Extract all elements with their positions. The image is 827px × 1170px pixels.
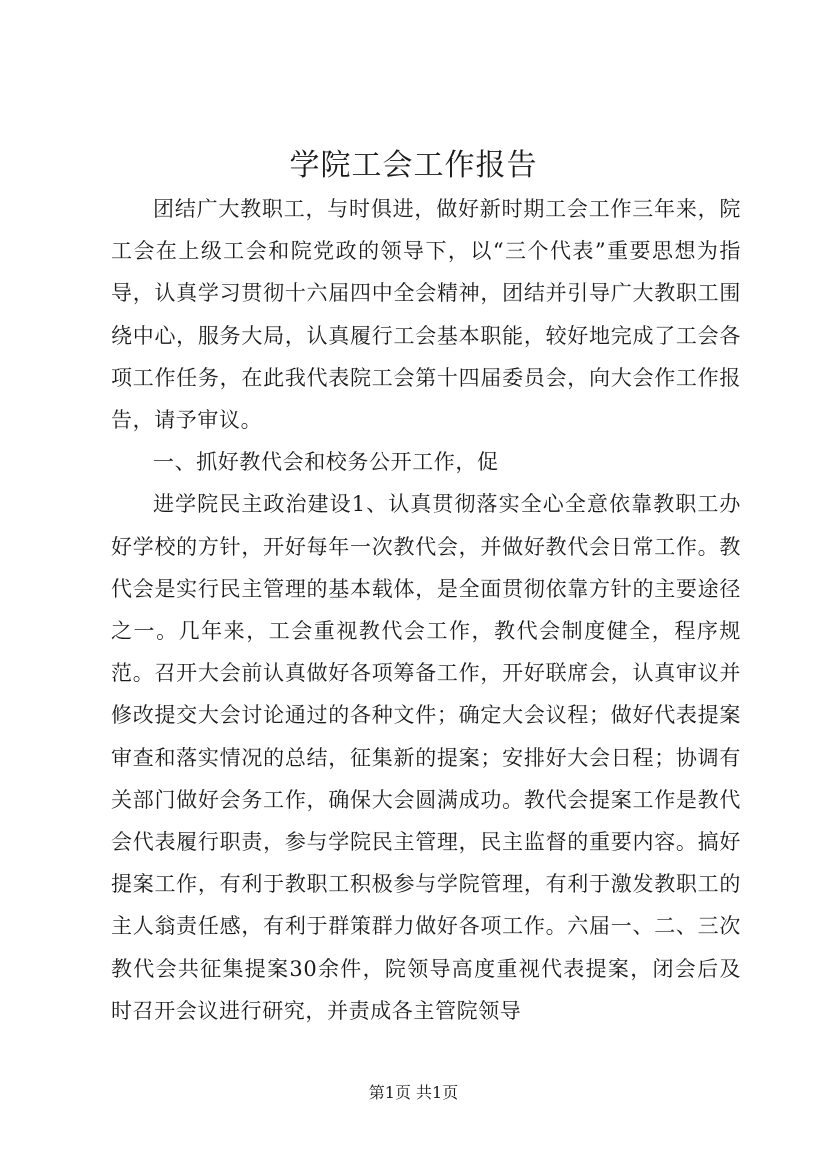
page-footer: 第1页 共1页 <box>368 1083 459 1102</box>
document-title: 学院工会工作报告 <box>289 148 538 183</box>
paragraph-section-body: 进学院民主政治建设1、认真贯彻落实全心全意依靠教职工办好学校的方针，开好每年一次教代会，并做好教代会日常工作。教代会是实行民主管理的基本载体，是全面贯彻依靠方针的主要途径之一。几年来，工会重视教代会工作，教代会制度健全，程序规范。召开大会前认真做好各项筹备工作，开好联席会，认真审议并修改提交大会讨论通过的各种文件；确定大会议程；做好代表提案审查和落实情况的总结，征集新的提案；安排好大会日程；协调有关部门做好会务工作，确保大会圆满成功。教代会提案工作是教代会代表履行职责，参与学院民主管理，民主监督的重要内容。搞好提案工作，有利于教职工积极参与学院管理，有利于激发教职工的主人翁责任感，有利于群策群力做好各项工作。六届一、二、三次教代会共征集提案30余件，院领导高度重视代表提案，闭会后及时召开会议进行研究，并责成各主管院领导 <box>111 492 741 1023</box>
paragraph-section-heading: 一、抓好教代会和校务公开工作，促 <box>153 450 499 475</box>
paragraph-intro: 团结广大教职工，与时俱进，做好新时期工会工作三年来，院工会在上级工会和院党政的领导下，以“三个代表”重要思想为指导，认真学习贯彻十六届四中全会精神，团结并引导广大教职工围绕中心，服务大局，认真履行工会基本职能，较好地完成了工会各项工作任务，在此我代表院工会第十四届委员会，向大会作工作报告，请予审议。 <box>111 197 741 433</box>
document-body <box>111 188 741 1032</box>
